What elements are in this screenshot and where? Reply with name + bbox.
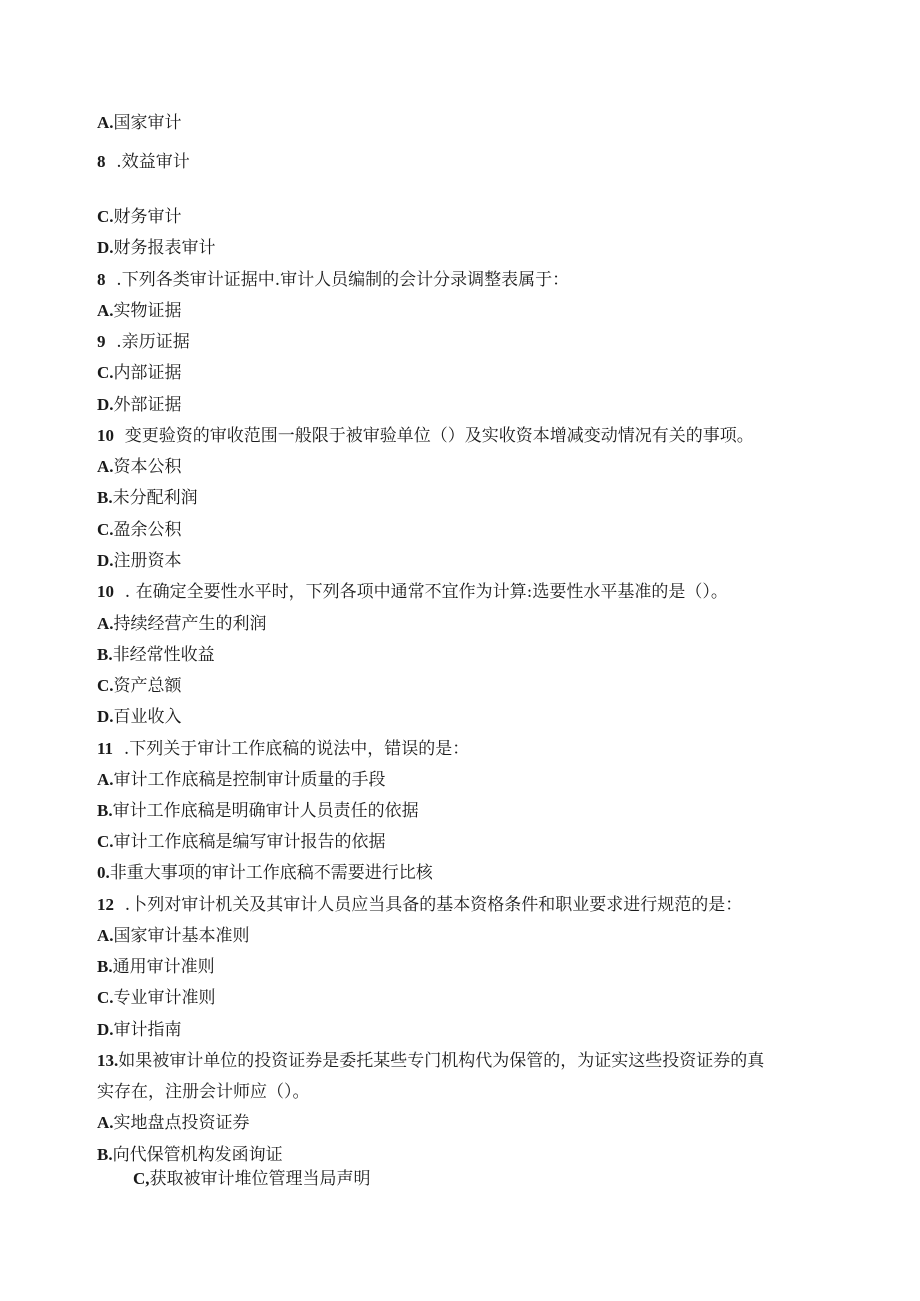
option-line: C,获取被审计堆位管理当局声明 xyxy=(133,1169,371,1189)
option-line: A.持续经营产生的利润 xyxy=(97,614,267,634)
option-line: B.通用审计准则 xyxy=(97,957,215,977)
option-line: D.注册资本 xyxy=(97,551,182,571)
option-line: C.专业审计准则 xyxy=(97,988,216,1008)
option-line: A.实物证据 xyxy=(97,301,182,321)
option-line: A.资本公积 xyxy=(97,457,182,477)
option-line: A.审计工作底稿是控制审计质量的手段 xyxy=(97,770,386,790)
option-line: B.非经常性收益 xyxy=(97,645,215,665)
option-line: C.资产总额 xyxy=(97,676,182,696)
option-line: A.实地盘点投资证券 xyxy=(97,1113,250,1133)
option-line: C.内部证据 xyxy=(97,363,182,383)
option-line: C.审计工作底稿是编写审计报告的依据 xyxy=(97,832,386,852)
question-line: 13.如果被审计单位的投资证券是委托某些专门机构代为保管的，为证实这些投资证券的真 xyxy=(97,1051,765,1071)
question-line: 10 变更验资的审收范围一般限于被审验单位（）及实收资本增减变动情况有关的事项。 xyxy=(97,426,754,446)
question-line: 9 .亲历证据 xyxy=(97,332,190,352)
option-line: D.百业收入 xyxy=(97,707,182,727)
question-line: 10 . 在确定全要性水平时，下列各项中通常不宜作为计算:选要性水平基准的是（）。 xyxy=(97,582,728,602)
question-line: 8 .效益审计 xyxy=(97,152,190,172)
option-line: D.外部证据 xyxy=(97,395,182,415)
option-line: D.财务报表审计 xyxy=(97,238,216,258)
option-line: C.盈余公积 xyxy=(97,520,182,540)
option-line: B.审计工作底稿是明确审计人员责任的依据 xyxy=(97,801,419,821)
option-line: 0.非重大事项的审计工作底稿不需要进行比核 xyxy=(97,863,433,883)
option-line: B.未分配利润 xyxy=(97,488,198,508)
option-line: C.财务审计 xyxy=(97,207,182,227)
question-line-continued: 实存在，注册会计师应（）。 xyxy=(97,1082,310,1102)
option-line: A.国家审计基本准则 xyxy=(97,926,250,946)
option-line: D.审计指南 xyxy=(97,1020,182,1040)
option-line: A.国家审计 xyxy=(97,113,182,133)
question-line: 11 .下列关于审计工作底稿的说法中，错误的是： xyxy=(97,739,470,759)
option-line: B.向代保管机构发函询证 xyxy=(97,1145,283,1165)
question-line: 12 .卜列对审计机关及其审计人员应当具备的基本资格条件和职业要求进行规范的是： xyxy=(97,895,743,915)
question-line: 8 .下列各类审计证据中.审计人员编制的会计分录调整表属于： xyxy=(97,270,570,290)
